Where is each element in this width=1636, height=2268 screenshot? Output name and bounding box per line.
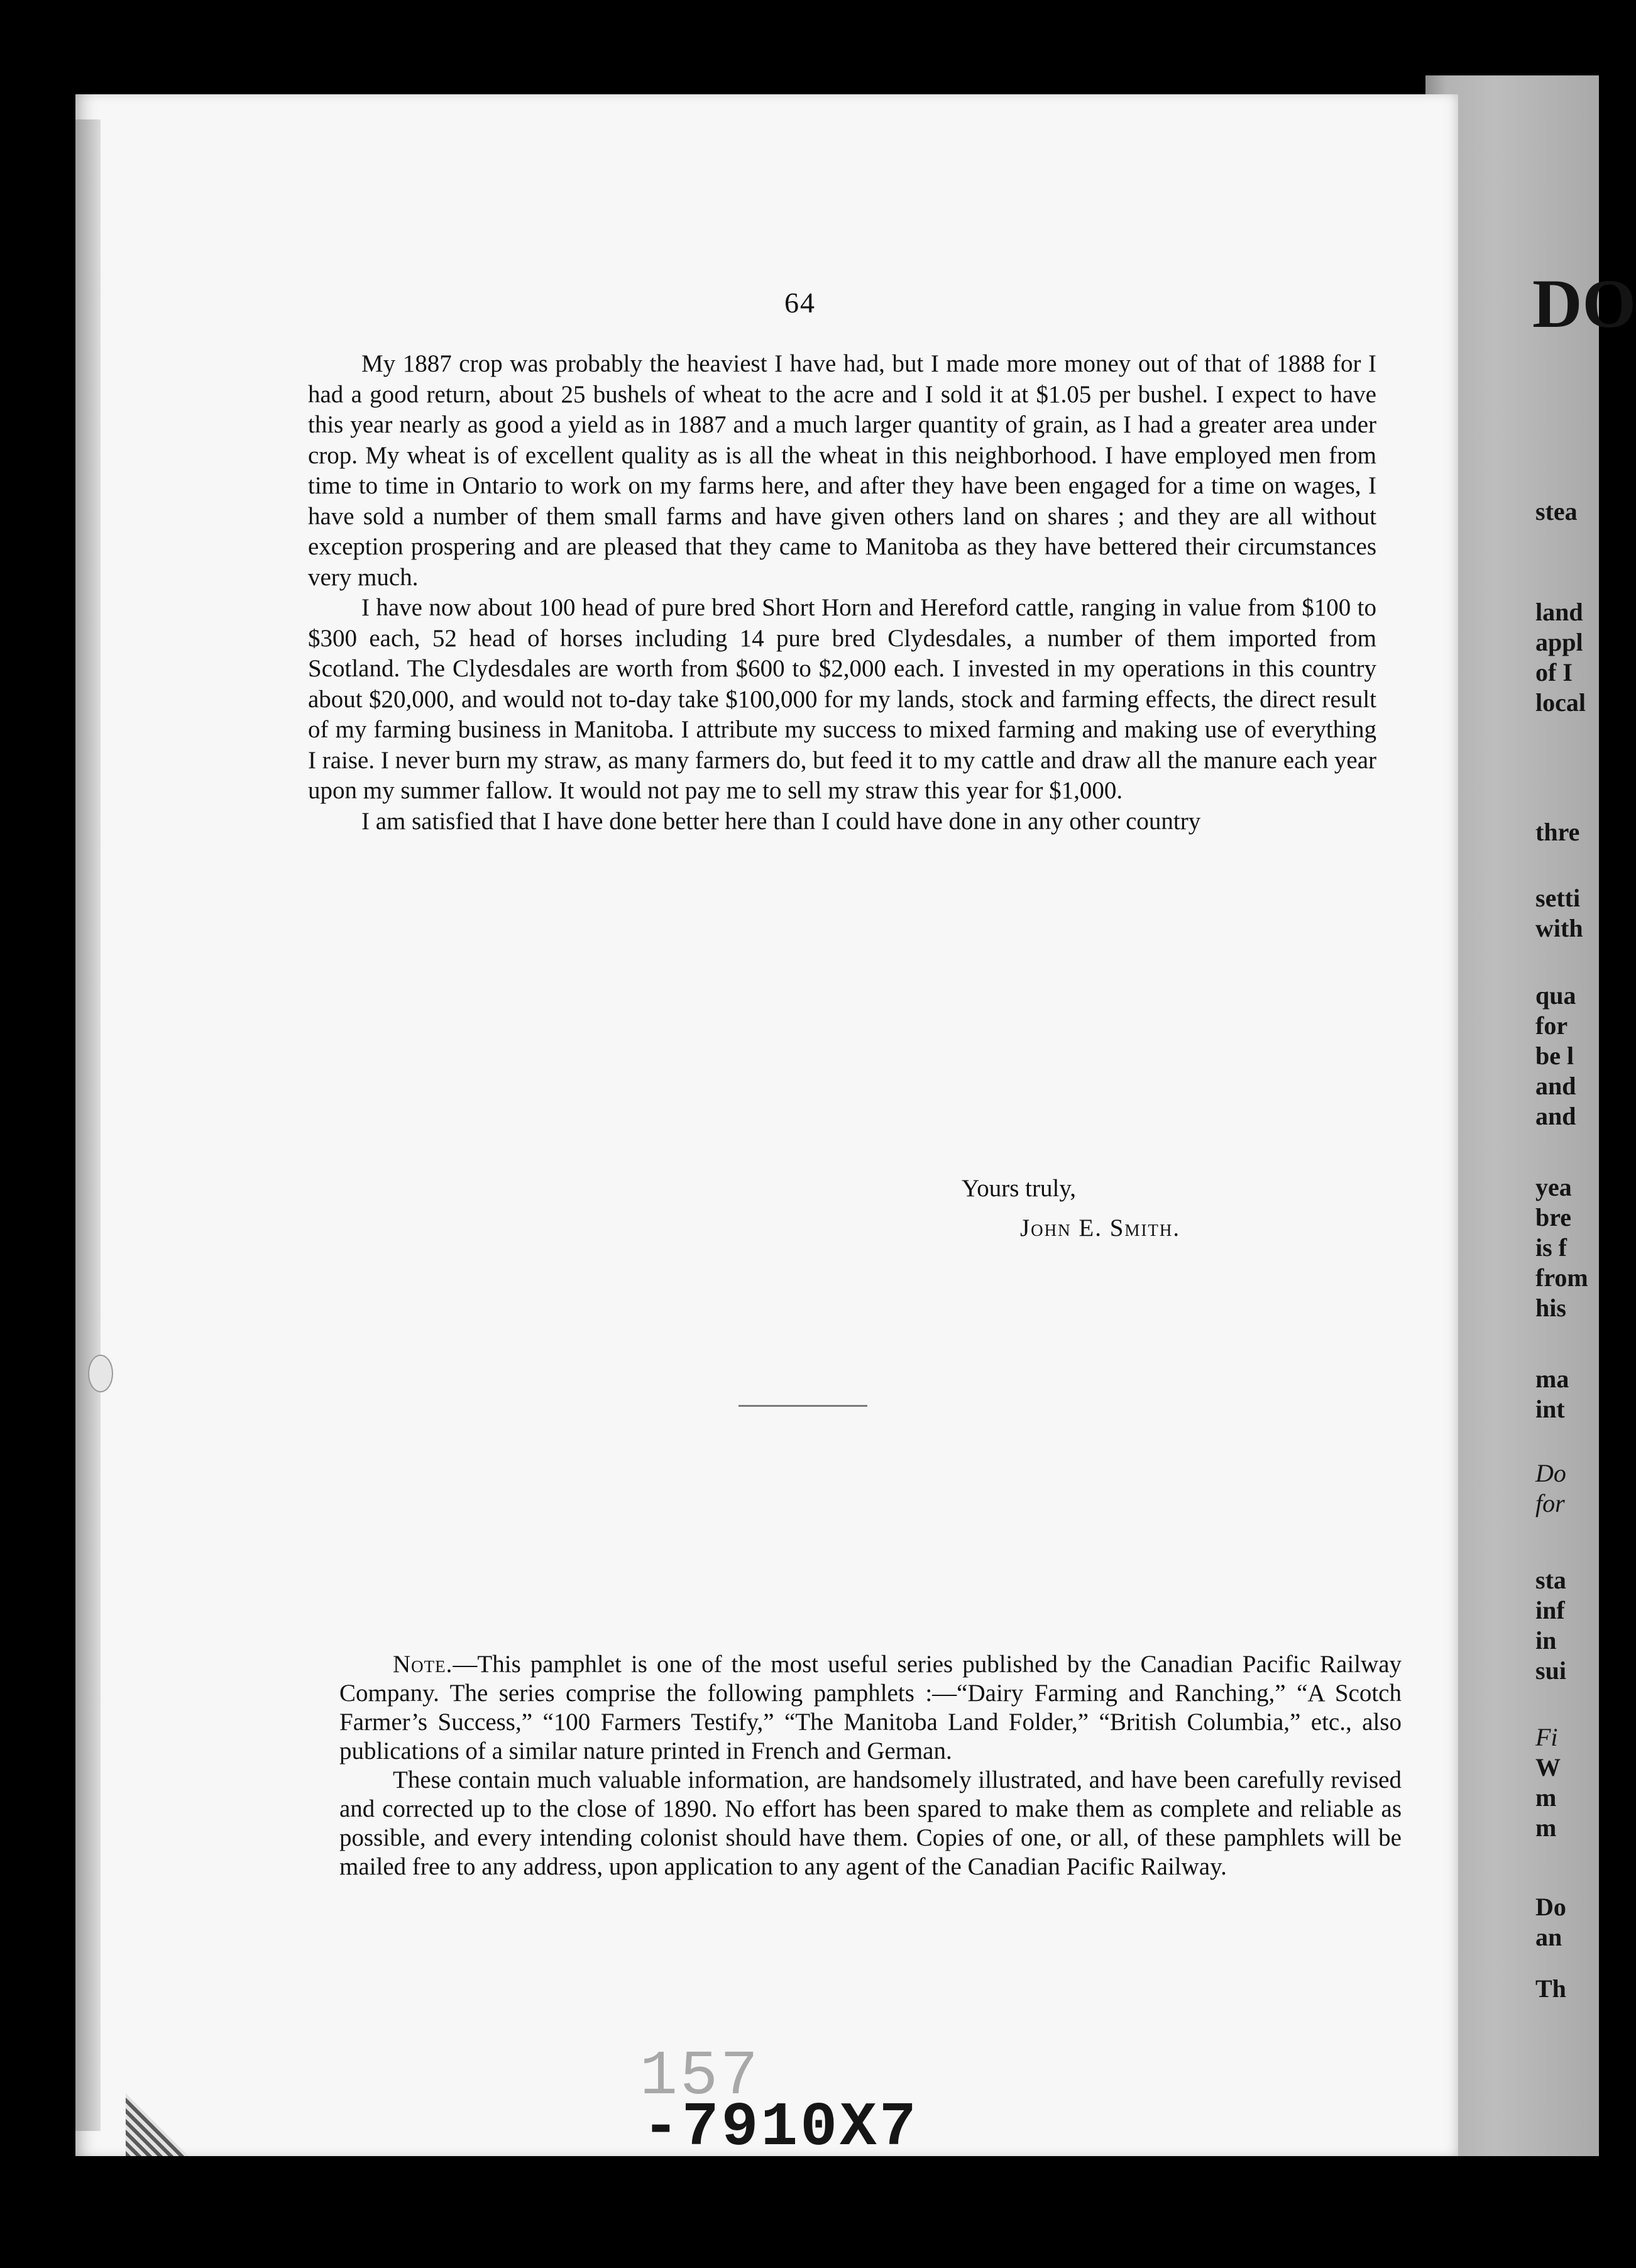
page-gutter (75, 119, 101, 2131)
adjacent-fragment: for (1535, 1011, 1568, 1040)
adjacent-fragment: sui (1535, 1656, 1566, 1685)
adjacent-fragment: an (1535, 1923, 1562, 1951)
letter-paragraph: I am satisfied that I have done better here than I could have done in any other country (361, 807, 1201, 835)
adjacent-fragment: bre (1535, 1203, 1572, 1231)
adjacent-fragment: int (1535, 1395, 1565, 1423)
adjacent-fragment: is f (1535, 1233, 1567, 1262)
adjacent-page-heading: DO (1532, 265, 1636, 342)
section-divider (738, 1405, 867, 1407)
adjacent-fragment: Th (1535, 1974, 1566, 2003)
adjacent-fragment: and (1535, 1102, 1576, 1130)
adjacent-fragment: setti (1535, 884, 1581, 912)
letter-paragraph: I have now about 100 head of pure bred Short Horn and Hereford cattle, ranging in value from $100 to $300 each, 52 head of horses including 14 pure bred Clydesdales, a number of them imported from Scotland. The Clydesdales are worth from $600 to $2,000 each. I invested in my operations in this country about $20,000, and would not to-day take $100,000 for my lands, stock and farming effects, the direct result of my farming business in Manitoba. I attribute my success to mixed farming and making use of everything I raise. I never burn my straw, as many farmers do, but feed it to my cattle and draw all the manure each year upon my summer fallow. It would not pay me to sell my straw this year for $1,000. (308, 594, 1376, 804)
adjacent-fragment: Do (1535, 1893, 1566, 1921)
adjacent-fragment: stea (1535, 497, 1578, 526)
adjacent-fragment: be l (1535, 1042, 1574, 1070)
adjacent-fragment: from (1535, 1263, 1588, 1292)
adjacent-fragment: appl (1535, 628, 1583, 656)
adjacent-fragment: m (1535, 1814, 1557, 1842)
document-page (75, 94, 1458, 2163)
adjacent-fragment: Do (1535, 1459, 1566, 1487)
adjacent-fragment: in (1535, 1626, 1557, 1654)
adjacent-fragment: inf (1535, 1596, 1565, 1624)
adjacent-fragment: thre (1535, 818, 1580, 846)
adjacent-fragment: for (1535, 1489, 1565, 1517)
corner-damage-mark (126, 2093, 189, 2156)
publisher-note (339, 1650, 1402, 1881)
note-first-text: —This pamphlet is one of the most useful series published by the Canadian Pacific Railway Company. The series comprise the following pamphlets :—“Dairy Farming and Ranching,” “A Scotch Farmer’s Success,” “100 Farmers Testify,” “The Manitoba Land Folder,” “British Columbia,” etc., also publications of a similar nature printed in French and German. (339, 1651, 1402, 1764)
adjacent-fragment: local (1535, 688, 1586, 717)
adjacent-fragment: land (1535, 598, 1583, 626)
adjacent-fragment: m (1535, 1783, 1557, 1812)
binding-hole (88, 1355, 113, 1392)
note-paragraph (339, 1650, 1402, 1766)
page-number: 64 (784, 287, 816, 319)
letter-closing: Yours truly, (962, 1175, 1077, 1202)
letter-paragraph: My 1887 crop was probably the heaviest I have had, but I made more money out of that of 1888 for I had a good return, about 25 bushels of wheat to the acre and I sold it at $1.05 per bushel. I expect to have this year nearly as good a yield as in 1887 and a much larger quantity of grain, as I had a greater area under crop. My wheat is of excellent quality as is all the wheat in this neighborhood. I have employed men from time to time in Ontario to work on my farms here, and after they have been engaged for a time on wages, I have sold a number of them small farms and have given others land on shares ; and they are all without exception prospering and are pleased that they came to Manitoba as they have bettered their circumstances very much. (308, 350, 1376, 591)
library-stamp-faint: 157 (640, 2042, 761, 2113)
adjacent-fragment: sta (1535, 1566, 1566, 1594)
adjacent-fragment: yea (1535, 1173, 1572, 1201)
adjacent-fragment: W (1535, 1753, 1561, 1781)
letter-body (308, 349, 1376, 837)
note-paragraph: These contain much valuable information, are handsomely illustrated, and have been carefully revised and corrected up to the close of 1890. No effort has been spared to make them as complete and reliable as possible, and every intending colonist should have them. Copies of one, or all, of these pamphlets will be mailed free to any address, upon application to any agent of the Canadian Pacific Railway. (339, 1766, 1402, 1880)
letter-signature: John E. Smith. (1020, 1214, 1181, 1241)
adjacent-fragment: his (1535, 1294, 1566, 1322)
note-lead: Note. (393, 1651, 453, 1678)
adjacent-fragment: qua (1535, 981, 1576, 1010)
adjacent-fragment: and (1535, 1072, 1576, 1100)
adjacent-fragment: Fi (1535, 1723, 1558, 1751)
adjacent-fragment: of I (1535, 658, 1573, 686)
adjacent-fragment: with (1535, 914, 1583, 942)
adjacent-fragment: ma (1535, 1365, 1569, 1393)
library-stamp: -7910X7 (642, 2093, 919, 2163)
